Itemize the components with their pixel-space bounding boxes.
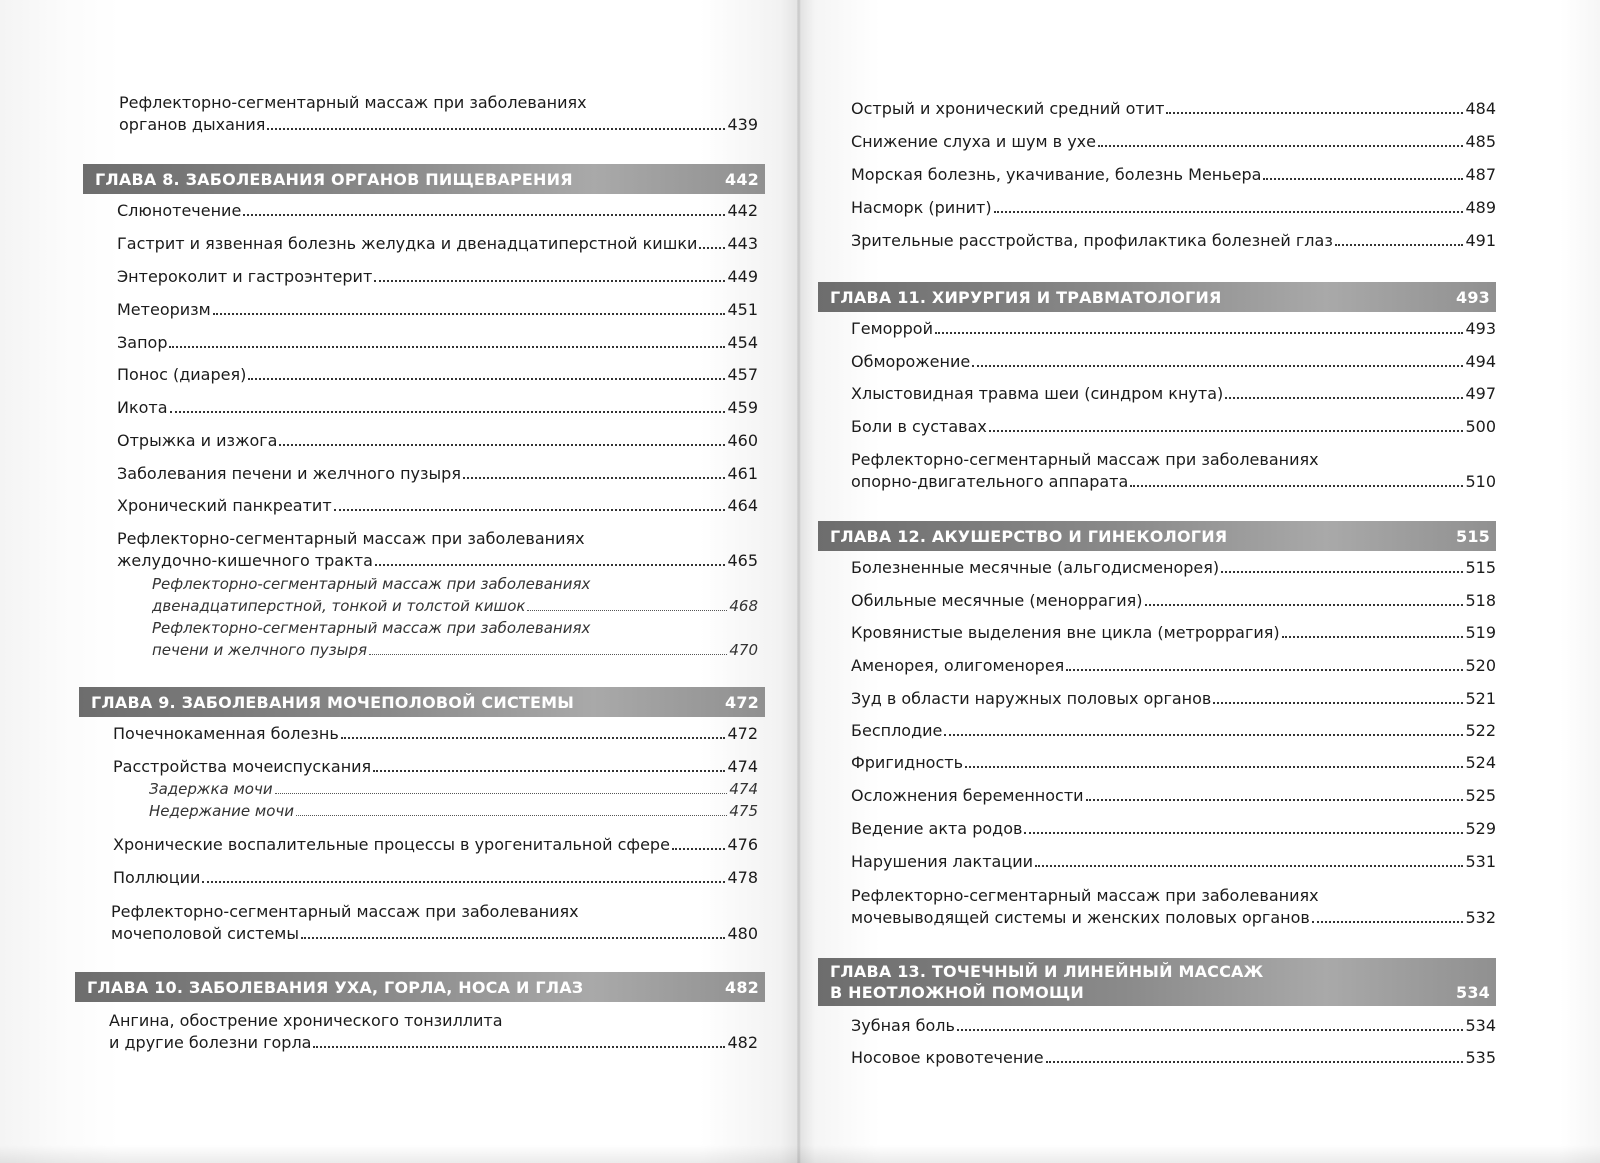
toc-entry-row: [851, 752, 1496, 774]
toc-entry[interactable]: [109, 1010, 758, 1054]
toc-entry-row: [117, 200, 758, 222]
toc-entry-title: Носовое кровотечение: [851, 1048, 1044, 1067]
chapter-page-number: 482: [725, 977, 759, 997]
toc-page-number: 454: [727, 333, 758, 352]
toc-entry-title: печени и желчного пузыря: [152, 641, 368, 659]
dot-leader: [1213, 689, 1463, 704]
toc-entry-title: Фригидность: [851, 753, 963, 772]
chapter-header: [83, 164, 765, 194]
toc-entry[interactable]: [851, 1015, 1496, 1037]
toc-entry-title: Икота: [117, 398, 168, 417]
toc-page-number: 520: [1465, 656, 1496, 675]
toc-entry[interactable]: [851, 885, 1496, 929]
dot-leader: [1046, 1048, 1464, 1063]
dot-leader: [1098, 132, 1463, 147]
toc-entry-row: [113, 834, 758, 856]
toc-page-number: 470: [729, 641, 758, 659]
toc-entry-title-line: Рефлекторно-сегментарный массаж при заболеваниях: [851, 450, 1319, 469]
toc-entry-row: [109, 1032, 758, 1054]
dot-leader: [1166, 99, 1463, 114]
toc-entry[interactable]: [851, 851, 1496, 873]
toc-page-number: 525: [1465, 786, 1496, 805]
toc-page-number: 487: [1465, 165, 1496, 184]
toc-entry[interactable]: [117, 200, 758, 222]
toc-entry-row: [851, 688, 1496, 710]
toc-entry[interactable]: [851, 752, 1496, 774]
toc-entry-row: [851, 351, 1496, 373]
toc-entry-row: [111, 923, 758, 945]
toc-entry-title: органов дыхания: [119, 115, 266, 134]
dot-leader: [989, 417, 1464, 432]
toc-entry-title: Метеоризм: [117, 300, 211, 319]
toc-page-number: 535: [1465, 1048, 1496, 1067]
toc-entry-title: и другие болезни горла: [109, 1033, 312, 1052]
toc-entry[interactable]: [111, 901, 758, 945]
toc-entry[interactable]: [119, 92, 758, 136]
dot-leader: [373, 757, 725, 772]
chapter-header: [79, 687, 765, 717]
toc-page-number: 480: [727, 924, 758, 943]
chapter-page-number: 534: [1456, 983, 1490, 1002]
dot-leader: [1282, 623, 1464, 638]
toc-page-number: 510: [1465, 472, 1496, 491]
toc-entry-title: мочеполовой системы: [111, 924, 299, 943]
toc-entry-title: Хронический панкреатит: [117, 496, 332, 515]
toc-page-number: 534: [1465, 1016, 1496, 1035]
toc-entry-row: [113, 756, 758, 778]
toc-entry-title: Зубная боль: [851, 1016, 955, 1035]
toc-entry-row: [851, 557, 1496, 579]
toc-entry-row: [117, 495, 758, 517]
toc-entry-title: Заболевания печени и желчного пузыря: [117, 464, 461, 483]
toc-page-number: 515: [1465, 558, 1496, 577]
dot-leader: [374, 267, 725, 282]
toc-page-number: 522: [1465, 721, 1496, 740]
toc-entry-title-line: Рефлекторно-сегментарный массаж при заболеваниях: [111, 902, 579, 921]
toc-entry-title-line: Рефлекторно-сегментарный массаж при заболеваниях: [119, 93, 587, 112]
toc-entry-row: [152, 595, 758, 617]
toc-entry-row: [851, 230, 1496, 252]
toc-entry-row: [851, 785, 1496, 807]
toc-entry-title: Почечнокаменная болезнь: [113, 724, 339, 743]
toc-page-number: 529: [1465, 819, 1496, 838]
toc-entry-row: [851, 164, 1496, 186]
toc-entry-title: Понос (диарея): [117, 365, 247, 384]
chapter-header: [818, 958, 1496, 1006]
left-page: [75, 0, 775, 1163]
toc-entry-row: [851, 851, 1496, 873]
toc-entry-title: Слюнотечение: [117, 201, 242, 220]
dot-leader: [1312, 908, 1464, 923]
toc-entry-title: Кровянистые выделения вне цикла (метроррагия): [851, 623, 1280, 642]
dot-leader: [935, 319, 1463, 334]
toc-page-number: 524: [1465, 753, 1496, 772]
toc-entry-title: Расстройства мочеиспускания: [113, 757, 372, 776]
toc-page-number: 474: [729, 780, 758, 798]
toc-entry-row: [851, 907, 1496, 929]
toc-entry-title: Отрыжка и изжога: [117, 431, 278, 450]
toc-page-number: 519: [1465, 623, 1496, 642]
toc-entry-title: Снижение слуха и шум в ухе: [851, 132, 1096, 151]
toc-entry-row: [851, 1015, 1496, 1037]
dot-leader: [1024, 819, 1463, 834]
toc-page-number: 482: [727, 1033, 758, 1052]
toc-entry[interactable]: [851, 590, 1496, 612]
chapter-page-number: 493: [1456, 287, 1490, 307]
toc-entry[interactable]: [117, 364, 758, 386]
toc-entry-row: [117, 299, 758, 321]
dot-leader: [248, 365, 725, 380]
toc-page-number: 475: [729, 802, 758, 820]
toc-page-number: 449: [727, 267, 758, 286]
toc-entry[interactable]: [851, 383, 1496, 405]
chapter-title-line: В НЕОТЛОЖНОЙ ПОМОЩИ: [830, 983, 1084, 1002]
toc-entry[interactable]: [152, 573, 758, 617]
toc-entry-title: Обморожение: [851, 352, 971, 371]
toc-entry-title: Гастрит и язвенная болезнь желудка и двенадцатиперстной кишки: [117, 234, 698, 253]
dot-leader: [267, 115, 725, 130]
dot-leader: [213, 300, 726, 315]
toc-entry[interactable]: [851, 98, 1496, 120]
toc-page-number: 464: [727, 496, 758, 515]
toc-page-number: 461: [727, 464, 758, 483]
toc-page-number: 491: [1465, 231, 1496, 250]
toc-entry-row: [149, 778, 758, 800]
toc-page-number: 468: [729, 597, 758, 615]
dot-leader: [965, 753, 1463, 768]
toc-entry-title: Поллюции: [113, 868, 201, 887]
toc-entry-row: [119, 114, 758, 136]
toc-entry-row: [117, 364, 758, 386]
toc-entry-title: Осложнения беременности: [851, 786, 1084, 805]
toc-entry[interactable]: [113, 867, 758, 889]
toc-entry[interactable]: [851, 164, 1496, 186]
toc-entry[interactable]: [152, 617, 758, 661]
book-gutter: [797, 0, 801, 1163]
toc-page-number: 521: [1465, 689, 1496, 708]
toc-entry-row: [117, 332, 758, 354]
dot-leader: [279, 431, 725, 446]
toc-entry-row: [851, 197, 1496, 219]
toc-entry[interactable]: [851, 351, 1496, 373]
toc-entry-row: [851, 131, 1496, 153]
toc-page-number: 532: [1465, 908, 1496, 927]
chapter-title-line: ГЛАВА 13. ТОЧЕЧНЫЙ И ЛИНЕЙНЫЙ МАССАЖ: [830, 962, 1264, 981]
toc-entry[interactable]: [113, 756, 758, 778]
toc-entry[interactable]: [117, 397, 758, 419]
toc-entry-title: Энтероколит и гастроэнтерит: [117, 267, 373, 286]
dot-leader: [463, 464, 726, 479]
toc-entry-row: [851, 590, 1496, 612]
dot-leader: [369, 641, 727, 655]
toc-entry[interactable]: [851, 688, 1496, 710]
toc-entry-title: Хлыстовидная травма шеи (синдром кнута): [851, 384, 1224, 403]
toc-entry-row: [851, 720, 1496, 742]
chapter-title: [830, 958, 1263, 1006]
toc-entry-row: [152, 639, 758, 661]
dot-leader: [957, 1016, 1464, 1031]
toc-entry[interactable]: [117, 495, 758, 517]
toc-entry-title: Обильные месячные (меноррагия): [851, 591, 1143, 610]
toc-entry-title: Зрительные расстройства, профилактика болезней глаз: [851, 231, 1333, 250]
toc-entry[interactable]: [851, 655, 1496, 677]
toc-entry[interactable]: [851, 230, 1496, 252]
dot-leader: [375, 551, 726, 566]
toc-entry[interactable]: [117, 299, 758, 321]
toc-entry[interactable]: [851, 622, 1496, 644]
toc-page-number: 531: [1465, 852, 1496, 871]
toc-entry-title: Геморрой: [851, 319, 933, 338]
dot-leader: [994, 198, 1464, 213]
toc-entry-row: [117, 233, 758, 255]
toc-entry[interactable]: [851, 449, 1496, 493]
toc-page-number: 459: [727, 398, 758, 417]
toc-page-number: 478: [727, 868, 758, 887]
toc-entry[interactable]: [851, 197, 1496, 219]
toc-entry[interactable]: [113, 723, 758, 745]
toc-entry-row: [851, 1047, 1496, 1069]
toc-entry-title: Морская болезнь, укачивание, болезнь Меньера: [851, 165, 1262, 184]
toc-entry-title: Аменорея, олигоменорея: [851, 656, 1065, 675]
toc-page-number: 494: [1465, 352, 1496, 371]
dot-leader: [1335, 231, 1464, 246]
toc-entry-row: [851, 416, 1496, 438]
toc-entry-row: [113, 723, 758, 745]
toc-entry-row: [851, 622, 1496, 644]
toc-entry-title: Нарушения лактации: [851, 852, 1034, 871]
toc-entry-title: Бесплодие: [851, 721, 943, 740]
toc-page-number: 485: [1465, 132, 1496, 151]
toc-page-number: 500: [1465, 417, 1496, 436]
chapter-page-number: 515: [1456, 526, 1490, 546]
toc-page-number: 451: [727, 300, 758, 319]
dot-leader: [202, 868, 725, 883]
toc-entry-row: [851, 471, 1496, 493]
toc-entry[interactable]: [117, 528, 758, 572]
chapter-header: [818, 282, 1496, 312]
dot-leader: [1130, 472, 1463, 487]
toc-entry-row: [117, 397, 758, 419]
toc-entry-row: [117, 430, 758, 452]
toc-page-number: 460: [727, 431, 758, 450]
toc-entry-title: Насморк (ринит): [851, 198, 992, 217]
dot-leader: [1221, 558, 1463, 573]
toc-entry-title: двенадцатиперстной, тонкой и толстой кишок: [152, 597, 526, 615]
chapter-title: ГЛАВА 10. ЗАБОЛЕВАНИЯ УХА, ГОРЛА, НОСА И ГЛАЗ: [87, 977, 584, 997]
dot-leader: [275, 780, 728, 794]
chapter-header: [75, 972, 765, 1002]
toc-entry-title-line: Рефлекторно-сегментарный массаж при заболеваниях: [117, 529, 585, 548]
toc-entry-row: [117, 266, 758, 288]
toc-page-number: 443: [727, 234, 758, 253]
dot-leader: [527, 597, 727, 611]
dot-leader: [1145, 591, 1464, 606]
toc-entry-row: [117, 550, 758, 572]
dot-leader: [699, 234, 725, 249]
toc-entry-title-line: Ангина, обострение хронического тонзиллита: [109, 1011, 503, 1030]
toc-entry[interactable]: [113, 834, 758, 856]
toc-entry[interactable]: [149, 800, 758, 822]
dot-leader: [334, 496, 726, 511]
toc-entry-title: Запор: [117, 333, 168, 352]
toc-entry-title-line: Рефлекторно-сегментарный массаж при заболеваниях: [851, 886, 1319, 905]
toc-entry[interactable]: [117, 463, 758, 485]
toc-entry-row: [149, 800, 758, 822]
toc-page-number: 465: [727, 551, 758, 570]
toc-page-number: 497: [1465, 384, 1496, 403]
chapter-title: ГЛАВА 8. ЗАБОЛЕВАНИЯ ОРГАНОВ ПИЩЕВАРЕНИЯ: [95, 169, 573, 189]
toc-entry-title: Зуд в области наружных половых органов: [851, 689, 1212, 708]
toc-entry-title: мочевыводящей системы и женских половых органов: [851, 908, 1310, 927]
right-page: [830, 0, 1533, 1163]
toc-entry[interactable]: [851, 318, 1496, 340]
toc-entry-title: Недержание мочи: [149, 802, 294, 820]
dot-leader: [170, 398, 726, 413]
toc-entry-title: Острый и хронический средний отит: [851, 99, 1165, 118]
dot-leader: [296, 802, 727, 816]
dot-leader: [341, 724, 726, 739]
toc-entry[interactable]: [117, 266, 758, 288]
toc-entry-title: опорно-двигательного аппарата: [851, 472, 1129, 491]
toc-entry-row: [851, 318, 1496, 340]
dot-leader: [243, 201, 725, 216]
toc-page-number: 439: [727, 115, 758, 134]
chapter-page-number: 472: [725, 692, 759, 712]
toc-entry[interactable]: [851, 720, 1496, 742]
dot-leader: [169, 333, 725, 348]
toc-page-number: 442: [727, 201, 758, 220]
toc-entry[interactable]: [851, 1047, 1496, 1069]
toc-entry[interactable]: [117, 233, 758, 255]
toc-page-number: 476: [727, 835, 758, 854]
toc-page-number: 489: [1465, 198, 1496, 217]
toc-entry-row: [851, 818, 1496, 840]
toc-page-number: 484: [1465, 99, 1496, 118]
toc-entry[interactable]: [117, 332, 758, 354]
toc-page-number: 518: [1465, 591, 1496, 610]
toc-entry-title: Ведение акта родов: [851, 819, 1023, 838]
toc-entry[interactable]: [117, 430, 758, 452]
chapter-page-number: 442: [725, 169, 759, 189]
toc-entry-row: [851, 98, 1496, 120]
dot-leader: [972, 352, 1463, 367]
toc-entry-title-line: Рефлекторно-сегментарный массаж при заболеваниях: [152, 575, 591, 593]
dot-leader: [301, 924, 725, 939]
chapter-title: ГЛАВА 9. ЗАБОЛЕВАНИЯ МОЧЕПОЛОВОЙ СИСТЕМЫ: [91, 692, 575, 712]
dot-leader: [313, 1033, 725, 1048]
toc-entry-row: [113, 867, 758, 889]
dot-leader: [1086, 786, 1464, 801]
dot-leader: [1066, 656, 1463, 671]
toc-page-number: 472: [727, 724, 758, 743]
dot-leader: [672, 835, 726, 850]
dot-leader: [944, 721, 1463, 736]
chapter-header: [818, 521, 1496, 551]
toc-entry[interactable]: [851, 818, 1496, 840]
toc-page-number: 474: [727, 757, 758, 776]
toc-entry-title: Боли в суставах: [851, 417, 987, 436]
toc-page-number: 493: [1465, 319, 1496, 338]
toc-entry[interactable]: [149, 778, 758, 800]
toc-entry[interactable]: [851, 131, 1496, 153]
chapter-title: ГЛАВА 11. ХИРУРГИЯ И ТРАВМАТОЛОГИЯ: [830, 287, 1222, 307]
dot-leader: [1225, 384, 1463, 399]
toc-entry[interactable]: [851, 416, 1496, 438]
chapter-title: ГЛАВА 12. АКУШЕРСТВО И ГИНЕКОЛОГИЯ: [830, 526, 1228, 546]
toc-page-number: 457: [727, 365, 758, 384]
toc-entry-title: Болезненные месячные (альгодисменорея): [851, 558, 1220, 577]
toc-entry[interactable]: [851, 557, 1496, 579]
toc-entry-title: Задержка мочи: [149, 780, 273, 798]
dot-leader: [1035, 852, 1463, 867]
toc-entry-title: Хронические воспалительные процессы в урогенитальной сфере: [113, 835, 670, 854]
toc-entry-row: [851, 655, 1496, 677]
toc-entry[interactable]: [851, 785, 1496, 807]
toc-entry-row: [117, 463, 758, 485]
toc-entry-title-line: Рефлекторно-сегментарный массаж при заболеваниях: [152, 619, 591, 637]
toc-entry-title: желудочно-кишечного тракта: [117, 551, 373, 570]
toc-entry-row: [851, 383, 1496, 405]
dot-leader: [1263, 165, 1463, 180]
